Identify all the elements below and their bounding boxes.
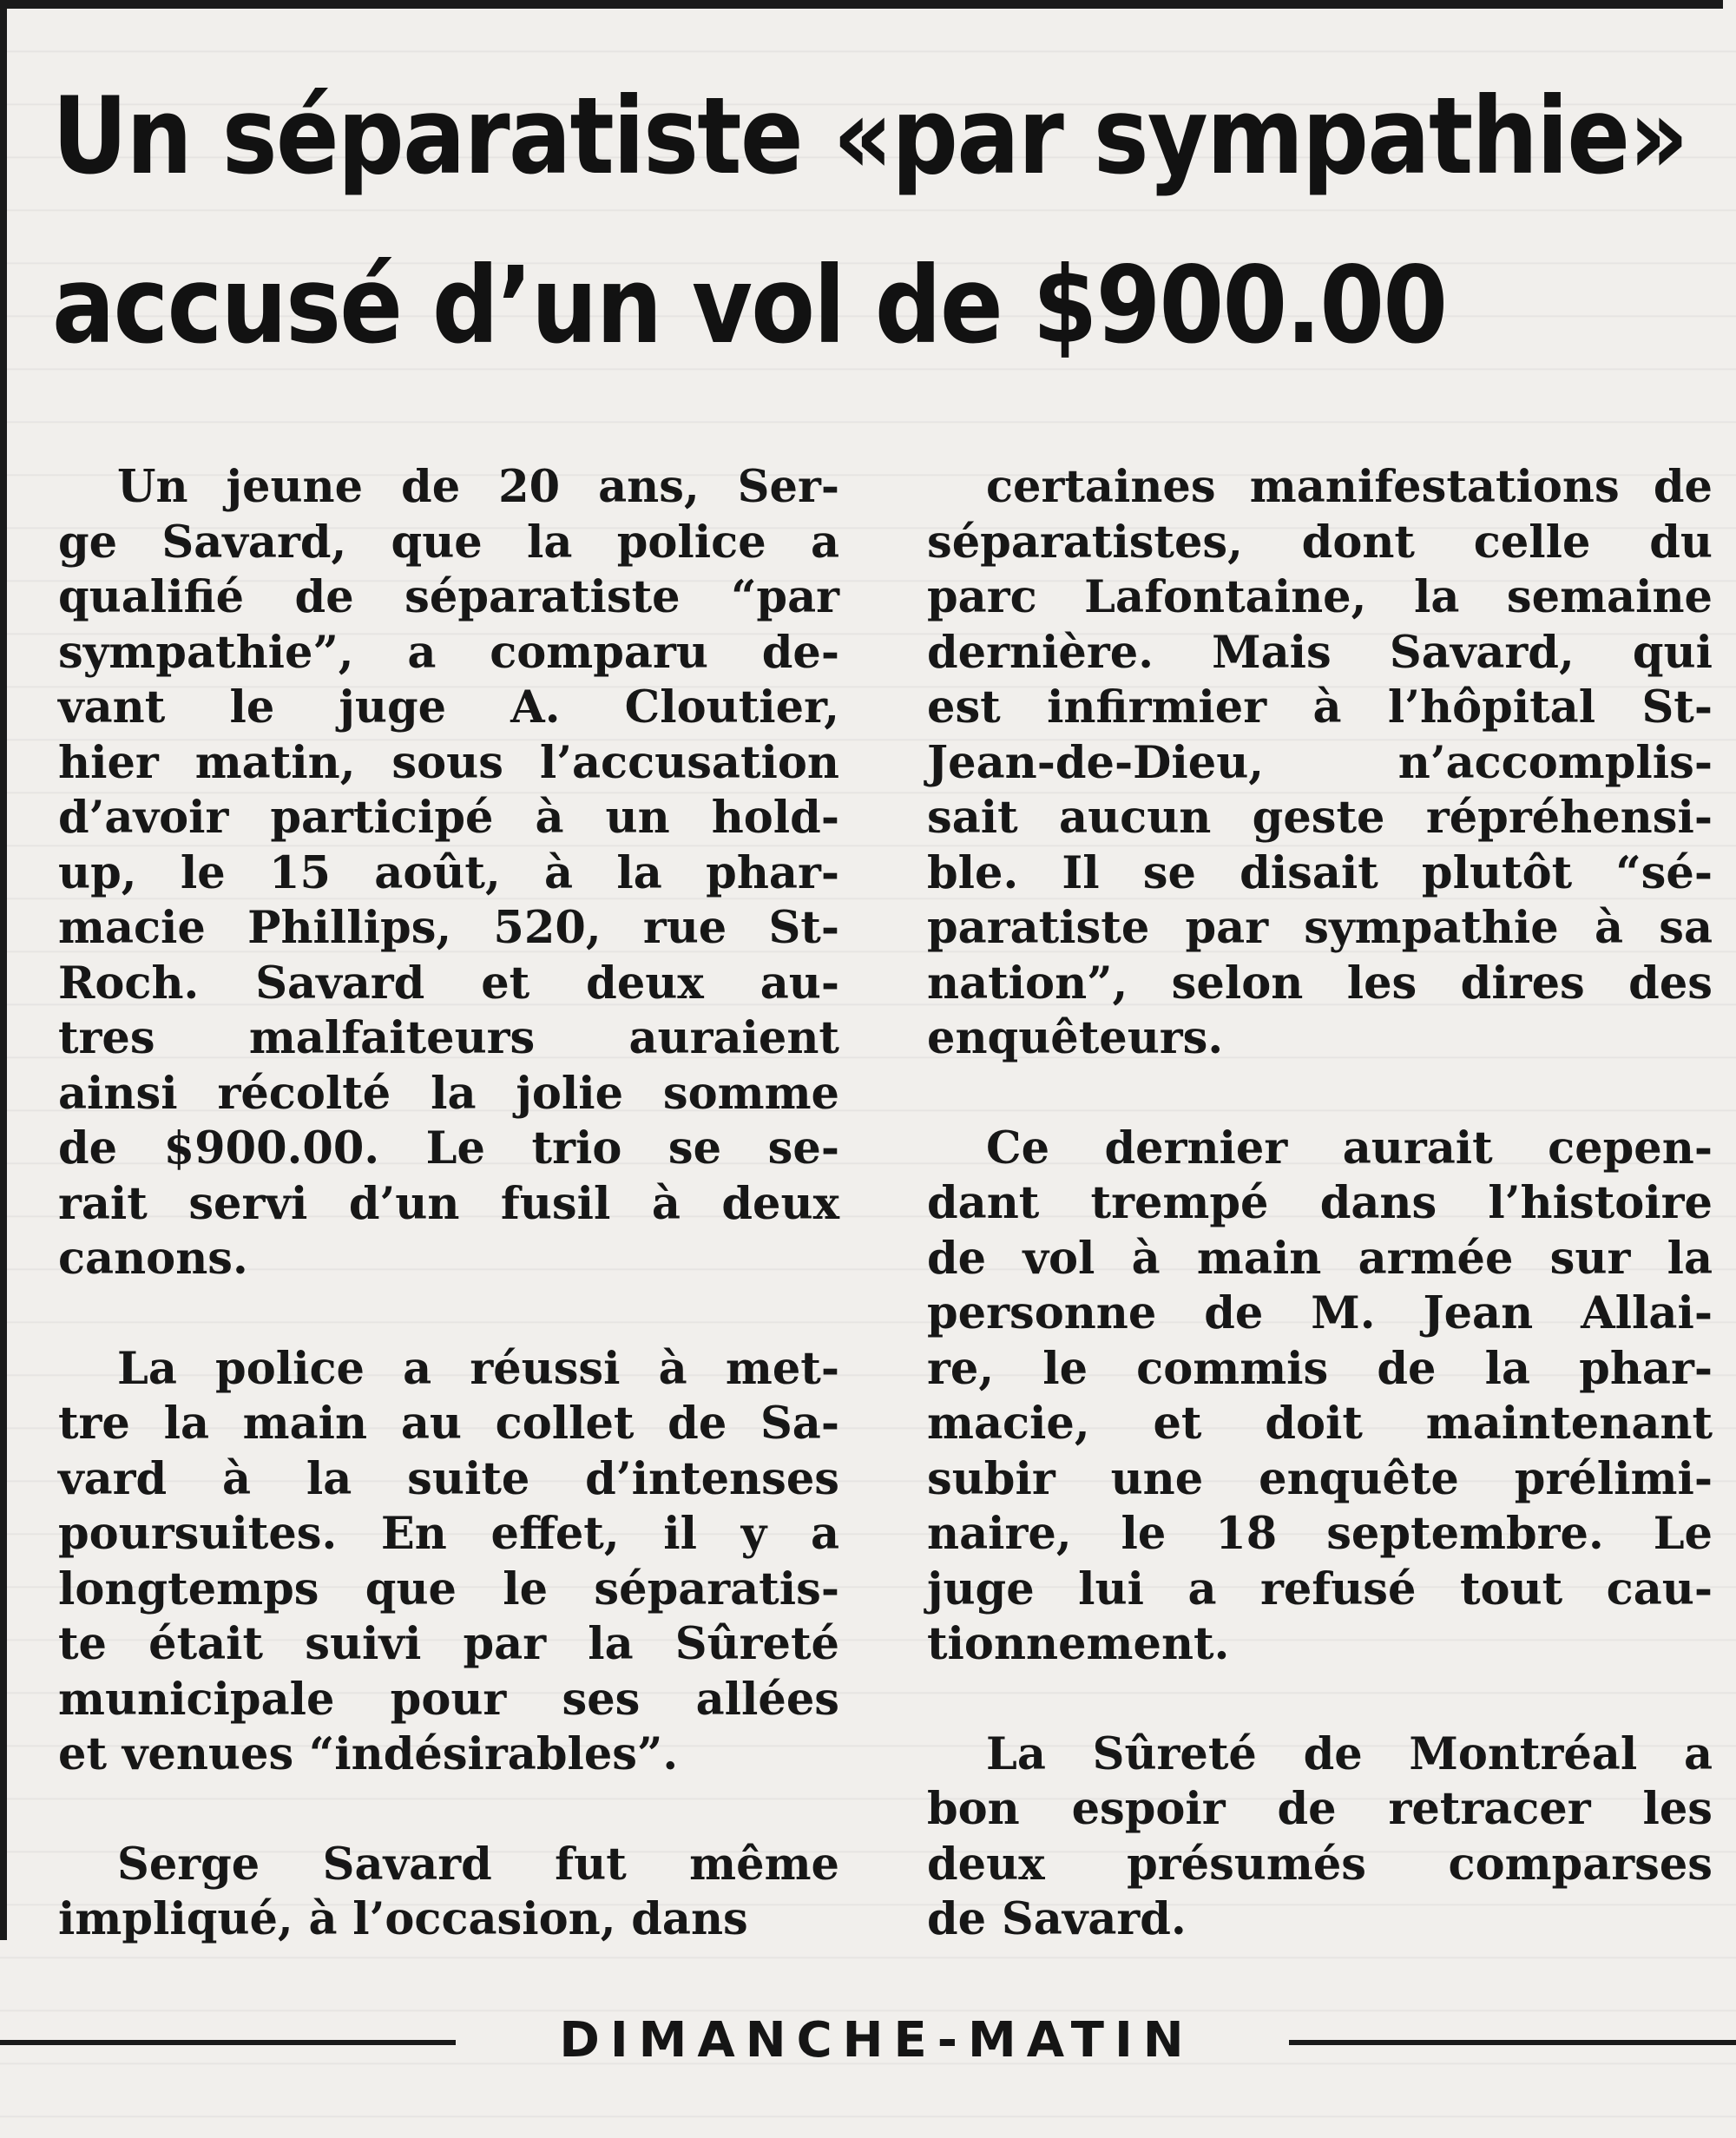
- text-line: qualifié de séparatiste “par: [58, 571, 839, 623]
- headline: [52, 52, 1687, 391]
- text-line: tres malfaiteurs auraient: [58, 1012, 839, 1064]
- text-line: macie, et doit maintenant: [927, 1398, 1713, 1450]
- text-line: up, le 15 août, à la phar-: [58, 846, 839, 899]
- text-line: dernière. Mais Savard, qui: [927, 626, 1713, 679]
- text-line: deux présumés comparses: [927, 1838, 1713, 1891]
- article-column-left: [58, 460, 839, 1948]
- text-line: Roch. Savard et deux au-: [58, 957, 839, 1010]
- text-line: d’avoir participé à un hold-: [58, 792, 839, 844]
- article-column-right: [927, 460, 1713, 1948]
- text-line: ble. Il se disait plutôt “sé-: [927, 846, 1713, 899]
- text-line: sympathie”, a comparu de-: [58, 626, 839, 679]
- publication-name: DIMANCHE-MATIN: [559, 2012, 1194, 2069]
- text-line: Jean-de-Dieu, n’accomplis-: [927, 736, 1713, 789]
- text-line: Ce dernier aurait cepen-: [986, 1122, 1713, 1174]
- text-line: de $900.00. Le trio se se-: [58, 1122, 839, 1174]
- text-line: de vol à main armée sur la: [927, 1232, 1713, 1285]
- paragraph: [58, 460, 839, 1287]
- footer-rule-right: [1289, 2040, 1736, 2045]
- text-line: vard à la suite d’intenses: [58, 1452, 839, 1505]
- paragraph: [927, 460, 1713, 1067]
- text-line: paratiste par sympathie à sa: [927, 902, 1713, 954]
- text-line: re, le commis de la phar-: [927, 1342, 1713, 1395]
- text-line: dant trempé dans l’histoire: [927, 1177, 1713, 1229]
- text-line: naire, le 18 septembre. Le: [927, 1508, 1713, 1560]
- text-line: impliqué, à l’occasion, dans: [58, 1893, 748, 1945]
- text-line: poursuites. En effet, il y a: [58, 1508, 839, 1560]
- text-line: longtemps que le séparatis-: [58, 1562, 839, 1615]
- text-line: subir une enquête prélimi-: [927, 1452, 1713, 1505]
- text-line: Un jeune de 20 ans, Ser-: [117, 461, 839, 513]
- text-line: et venues “indésirables”.: [58, 1728, 679, 1780]
- text-line: ge Savard, que la police a: [58, 516, 839, 569]
- text-line: est infirmier à l’hôpital St-: [927, 681, 1713, 733]
- text-line: Serge Savard fut même: [117, 1838, 839, 1891]
- paragraph: [58, 1342, 839, 1783]
- text-line: tionnement.: [927, 1618, 1230, 1670]
- text-line: sait aucun geste répréhensi-: [927, 792, 1713, 844]
- text-line: vant le juge A. Cloutier,: [58, 681, 839, 733]
- text-line: séparatistes, dont celle du: [927, 516, 1713, 569]
- paragraph-gap: [927, 1673, 1713, 1727]
- text-line: bon espoir de retracer les: [927, 1783, 1713, 1835]
- text-line: tre la main au collet de Sa-: [58, 1398, 839, 1450]
- headline-line: Un séparatiste «par sympathie»: [52, 75, 1687, 198]
- paragraph-gap: [58, 1287, 839, 1342]
- left-border-rule: [0, 9, 7, 1940]
- text-line: juge lui a refusé tout cau-: [927, 1562, 1713, 1615]
- text-line: te était suivi par la Sûreté: [58, 1618, 839, 1670]
- text-line: ainsi récolté la jolie somme: [58, 1067, 839, 1120]
- paragraph: [927, 1727, 1713, 1948]
- footer-rule-left: [0, 2040, 456, 2045]
- text-line: enquêteurs.: [927, 1012, 1224, 1064]
- headline-line: accusé d’un vol de $900.00: [52, 244, 1447, 367]
- text-line: La police a réussi à met-: [117, 1342, 839, 1395]
- paragraph: [58, 1838, 839, 1948]
- text-line: personne de M. Jean Allai-: [927, 1287, 1713, 1339]
- text-line: nation”, selon les dires des: [927, 957, 1713, 1010]
- top-border-rule: [0, 0, 1723, 9]
- paragraph-gap: [58, 1783, 839, 1838]
- text-line: certaines manifestations de: [986, 461, 1713, 513]
- text-line: rait servi d’un fusil à deux: [58, 1177, 839, 1230]
- text-line: municipale pour ses allées: [58, 1673, 839, 1726]
- text-line: de Savard.: [927, 1893, 1187, 1945]
- paragraph: [927, 1122, 1713, 1673]
- text-line: La Sûreté de Montréal a: [986, 1727, 1713, 1780]
- text-line: canons.: [58, 1233, 248, 1285]
- paragraph-gap: [927, 1067, 1713, 1122]
- text-line: parc Lafontaine, la semaine: [927, 571, 1713, 623]
- text-line: hier matin, sous l’accusation: [58, 736, 839, 789]
- text-line: macie Phillips, 520, rue St-: [58, 902, 839, 954]
